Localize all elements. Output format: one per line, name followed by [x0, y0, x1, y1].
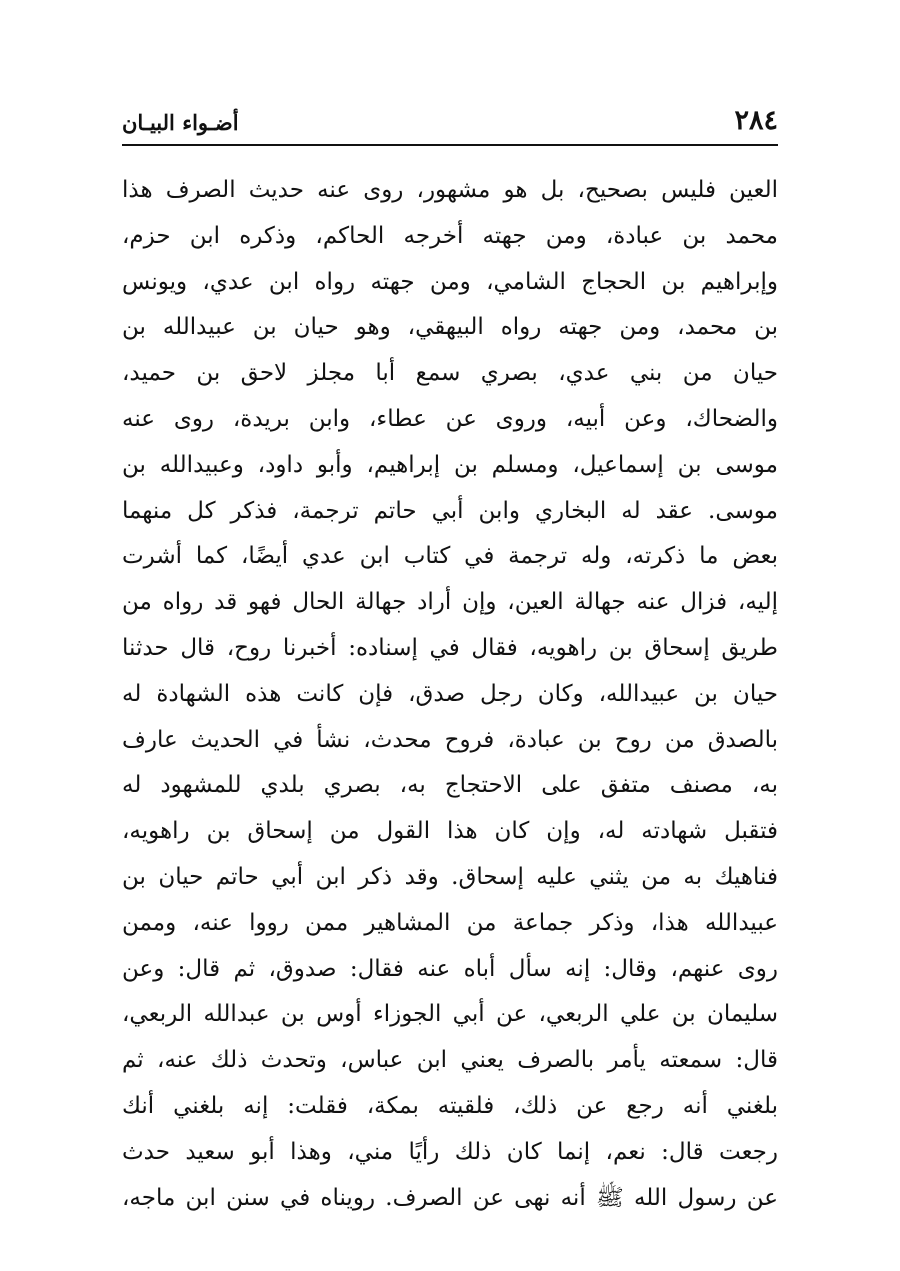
page-number: ٢٨٤ [734, 105, 778, 136]
text-line: روى عنهم، وقال: إنه سأل أباه عنه فقال: صدوق، ثم قال: وعن [122, 955, 778, 982]
book-title: أضـواء البيـان [122, 110, 239, 135]
text-line: عبيدالله هذا، وذكر جماعة من المشاهير ممن رووا عنه، وممن [122, 909, 778, 936]
text-line: حيان من بني عدي، بصري سمع أبا مجلز لاحق بن حميد، [122, 360, 778, 387]
text-line: والضحاك، وعن أبيه، وروى عن عطاء، وابن بريدة، روى عنه [122, 405, 778, 432]
text-line: موسى بن إسماعيل، ومسلم بن إبراهيم، وأبو داود، وعبيدالله بن [122, 451, 778, 478]
text-line: فتقبل شهادته له، وإن كان هذا القول من إسحاق بن راهويه، [122, 818, 778, 845]
text-line: محمد بن عبادة، ومن جهته أخرجه الحاكم، وذكره ابن حزم، [122, 222, 778, 249]
text-line: العين فليس بصحيح، بل هو مشهور، روى عنه حديث الصرف هذا [122, 177, 778, 203]
header-rule [122, 144, 778, 146]
text-line: سليمان بن علي الربعي، عن أبي الجوزاء أوس بن عبدالله الربعي، [122, 1001, 778, 1028]
text-line: وإبراهيم بن الحجاج الشامي، ومن جهته رواه ابن عدي، ويونس [122, 268, 778, 295]
text-line: به، مصنف متفق على الاحتجاج به، بصري بلدي للمشهود له [122, 772, 778, 799]
text-line: بعض ما ذكرته، وله ترجمة في كتاب ابن عدي أيضًا، كما أشرت [122, 543, 778, 570]
text-line: فناهيك به من يثني عليه إسحاق. وقد ذكر ابن أبي حاتم حيان بن [122, 863, 778, 890]
text-line: رجعت قال: نعم، إنما كان ذلك رأيًا مني، وهذا أبو سعيد حدث [122, 1138, 778, 1165]
text-line: موسى. عقد له البخاري وابن أبي حاتم ترجمة، فذكر كل منهما [122, 497, 778, 524]
body-text [122, 168, 778, 1221]
text-line: بالصدق من روح بن عبادة، فروح محدث، نشأ في الحديث عارف [122, 726, 778, 753]
running-header [122, 104, 778, 144]
text-line: إليه، فزال عنه جهالة العين، وإن أراد جهالة الحال فهو قد رواه من [122, 589, 778, 616]
text-line: حيان بن عبيدالله، وكان رجل صدق، فإن كانت هذه الشهادة له [122, 680, 778, 707]
text-line: عن رسول الله ﷺ أنه نهى عن الصرف. رويناه في سنن ابن ماجه، [122, 1184, 778, 1211]
text-line: بلغني أنه رجع عن ذلك، فلقيته بمكة، فقلت: إنه بلغني أنك [122, 1092, 778, 1119]
text-line: طريق إسحاق بن راهويه، فقال في إسناده: أخبرنا روح، قال حدثنا [122, 634, 778, 661]
text-line: بن محمد، ومن جهته رواه البيهقي، وهو حيان بن عبيدالله بن [122, 314, 778, 341]
text-line: قال: سمعته يأمر بالصرف يعني ابن عباس، وتحدث ذلك عنه، ثم [122, 1047, 778, 1074]
